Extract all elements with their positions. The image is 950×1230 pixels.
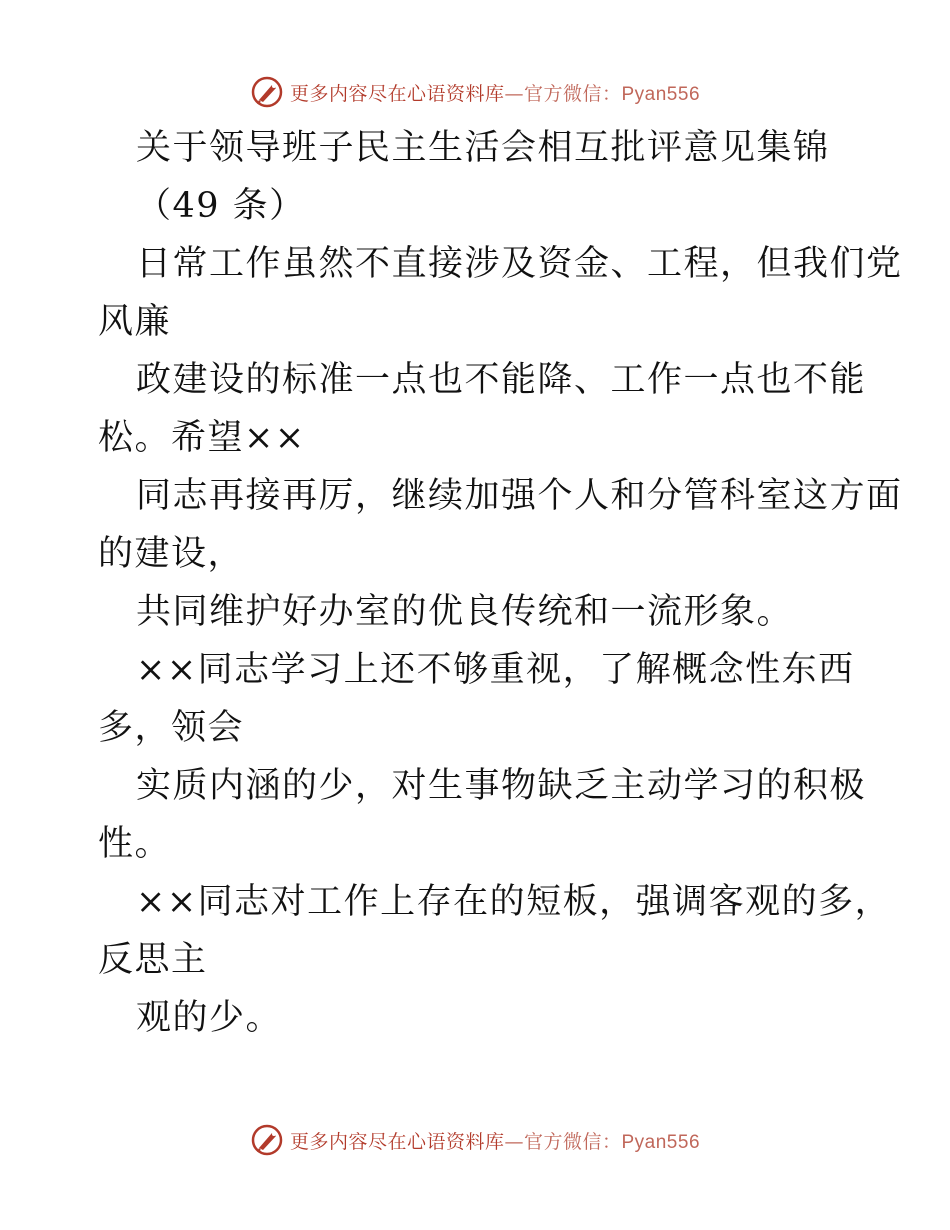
pen-seal-icon	[250, 75, 284, 109]
banner-wechat-label: 官方微信：	[523, 1130, 622, 1153]
paragraph-line: 多，领会	[98, 708, 245, 748]
document-title: 关于领导班子民主生活会相互批评意见集锦	[136, 128, 830, 168]
paragraph-line: 实质内涵的少，对生事物缺乏主动学习的积极	[136, 766, 867, 806]
banner-text	[290, 1127, 700, 1154]
paragraph-line: 反思主	[98, 940, 208, 980]
document-count-note: （49 条）	[136, 186, 306, 226]
paragraph-line: 同志再接再厉，继续加强个人和分管科室这方面	[136, 476, 903, 516]
paragraph-line: 政建设的标准一点也不能降、工作一点也不能	[136, 360, 867, 400]
banner-site: 更多内容尽在心语资料库	[289, 82, 505, 105]
banner-inner	[250, 75, 700, 109]
paragraph-line: 风廉	[98, 302, 172, 342]
paragraph-line: 共同维护好办室的优良传统和一流形象。	[136, 592, 794, 632]
banner-separator: —	[504, 82, 524, 105]
banner-wechat-label: 官方微信：	[523, 82, 622, 105]
paragraph-line: 松。希望××	[98, 418, 306, 458]
pen-seal-icon	[250, 1123, 284, 1157]
paragraph-line: 性。	[98, 824, 172, 864]
paragraph-line: 的建设，	[98, 534, 245, 574]
paragraph-line: ××同志学习上还不够重视，了解概念性东西	[136, 650, 855, 690]
banner-wechat-id: Pyan556	[621, 1131, 701, 1153]
banner-text	[290, 79, 700, 106]
banner-separator: —	[504, 1130, 524, 1153]
paragraph-line: 观的少。	[136, 998, 283, 1038]
paragraph-line: ××同志对工作上存在的短板，强调客观的多，	[136, 882, 892, 922]
header-banner	[0, 72, 950, 112]
banner-wechat-id: Pyan556	[621, 83, 701, 105]
banner-inner	[250, 1123, 700, 1157]
paragraph-line: 日常工作虽然不直接涉及资金、工程，但我们党	[136, 244, 903, 284]
banner-site: 更多内容尽在心语资料库	[289, 1130, 505, 1153]
footer-banner	[0, 1120, 950, 1160]
